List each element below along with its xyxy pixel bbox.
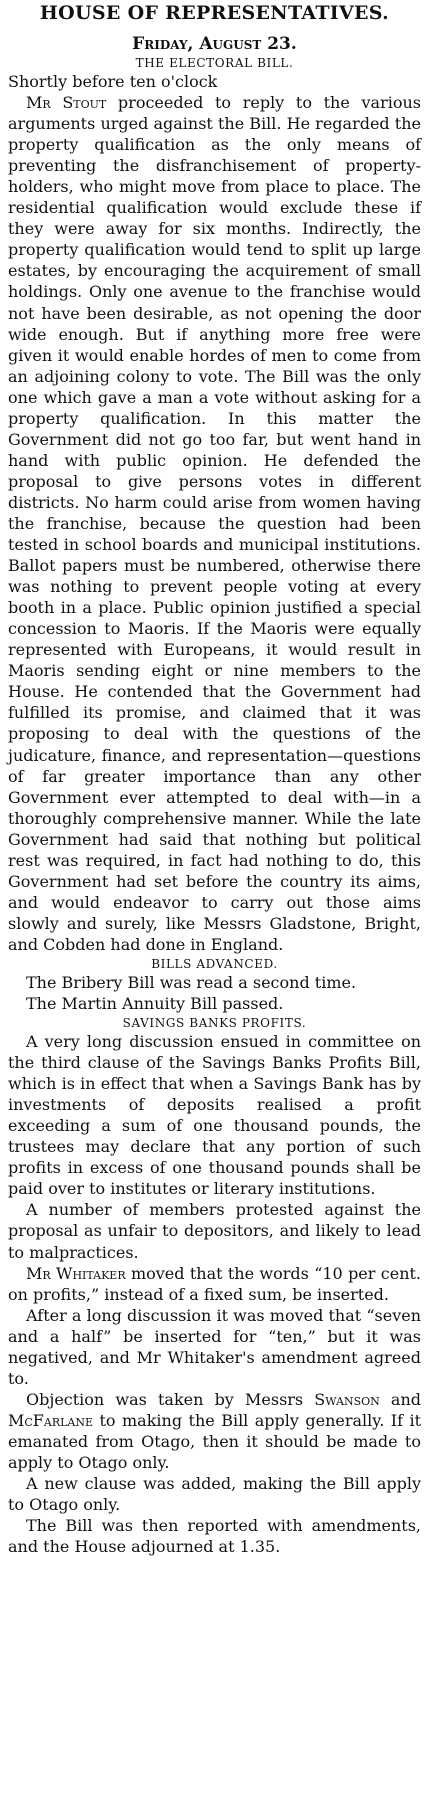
speaker-name: Mr Stout [26,93,107,113]
paragraph-stout-speech [8,92,421,955]
paragraph-committee-discussion: A very long discussion ensued in committee on the third clause of the Savings Banks Profits Bill, which is in effect that when a Savings Bank has by investments of deposits realised a profit exceeding a sum of one thousand pounds, the trustees may declare that any portion of such profits in excess of one thousand pounds shall be paid over to institutes or literary institutions. [8,1032,421,1199]
paragraph-bribery-bill: The Bribery Bill was read a second time. [26,972,357,992]
paragraph-long-discussion: After a long discussion it was moved that “seven and a half” be inserted for “ten,” but it was negatived, and Mr Whitaker's amendment agreed to. [8,1305,421,1388]
paragraph-adjourned: The Bill was then reported with amendments, and the House adjourned at 1.35. [8,1516,421,1557]
section-heading-electoral-bill: THE ELECTORAL BILL. [135,56,294,70]
section-heading-bills-advanced: BILLS ADVANCED. [151,956,278,971]
masthead: HOUSE OF REPRESENTATIVES. [39,2,390,24]
paragraph-text: proceeded to reply to the various arguments urged against the Bill. He regarded the property qualification as the only means of preventing the disfranchisement of property-holders, who might move from place to place. The residential qualification would exclude these if they were away for six months. Indirectly, the property qualification would tend to split up large estates, by encouraging the acquirement of small holdings. Only one avenue to the franchise would not have been desirable, as not opening the door wide enough. But if anything more free were given it would enable hordes of men to come from an adjoining colony to vote. The Bill was the only one which gave a man a vote without asking for a property qualification. In this matter the Government did not go too far, but went hand in hand with public opinion. He defended the proposal to give persons votes in different districts. No harm could arise from women having the franchise, because the question had been tested in school boards and municipal institutions. Ballot papers must be numbered, otherwise there was nothing to prevent people voting at every booth in a place. Public opinion justified a special concession to Maoris. If the Maoris were equally represented with Europeans, it would result in Maoris sending eight or nine members to the House. He contended that the Government had fulfilled its promise, and claimed that it was proposing to deal with the questions of the judicature, finance, and representation—questions of far greater importance than any other Government ever attempted to deal with—in a thoroughly comprehensive manner. While the late Government had said that nothing but political rest was required, in fact had nothing to do, this Government had set before the country its aims, and would endeavor to carry out those aims slowly and surely, like Messrs Gladstone, Bright, and Cobden had done in England. [8,93,421,954]
dateline: Friday, August 23. [132,34,297,54]
speaker-name: Mr Whitaker [26,1263,126,1283]
paragraph-text: and [379,1389,422,1409]
member-name: McFarlane [8,1410,94,1430]
section-heading-savings-banks: SAVINGS BANKS PROFITS. [122,1016,307,1031]
paragraph-whitaker-motion [8,1263,421,1305]
paragraph-objection [8,1389,421,1473]
paragraph-new-clause: A new clause was added, making the Bill apply to Otago only. [8,1474,421,1515]
paragraph-text: moved that the words “10 per cent. on profits,” instead of a fixed sum, be inserted. [8,1263,422,1304]
paragraph-intro: Shortly before ten o'clock [8,72,218,91]
paragraph-text: to making the Bill apply generally. If it emanated from Otago, then it should be made to apply to Otago only. [8,1410,421,1472]
paragraph-martin-annuity: The Martin Annuity Bill passed. [26,994,284,1014]
member-name: Swanson [314,1389,380,1409]
paragraph-members-protest: A number of members protested against the proposal as unfair to depositors, and likely to lead to malpractices. [8,1200,421,1262]
paragraph-text: Objection was taken by Messrs [26,1389,315,1409]
